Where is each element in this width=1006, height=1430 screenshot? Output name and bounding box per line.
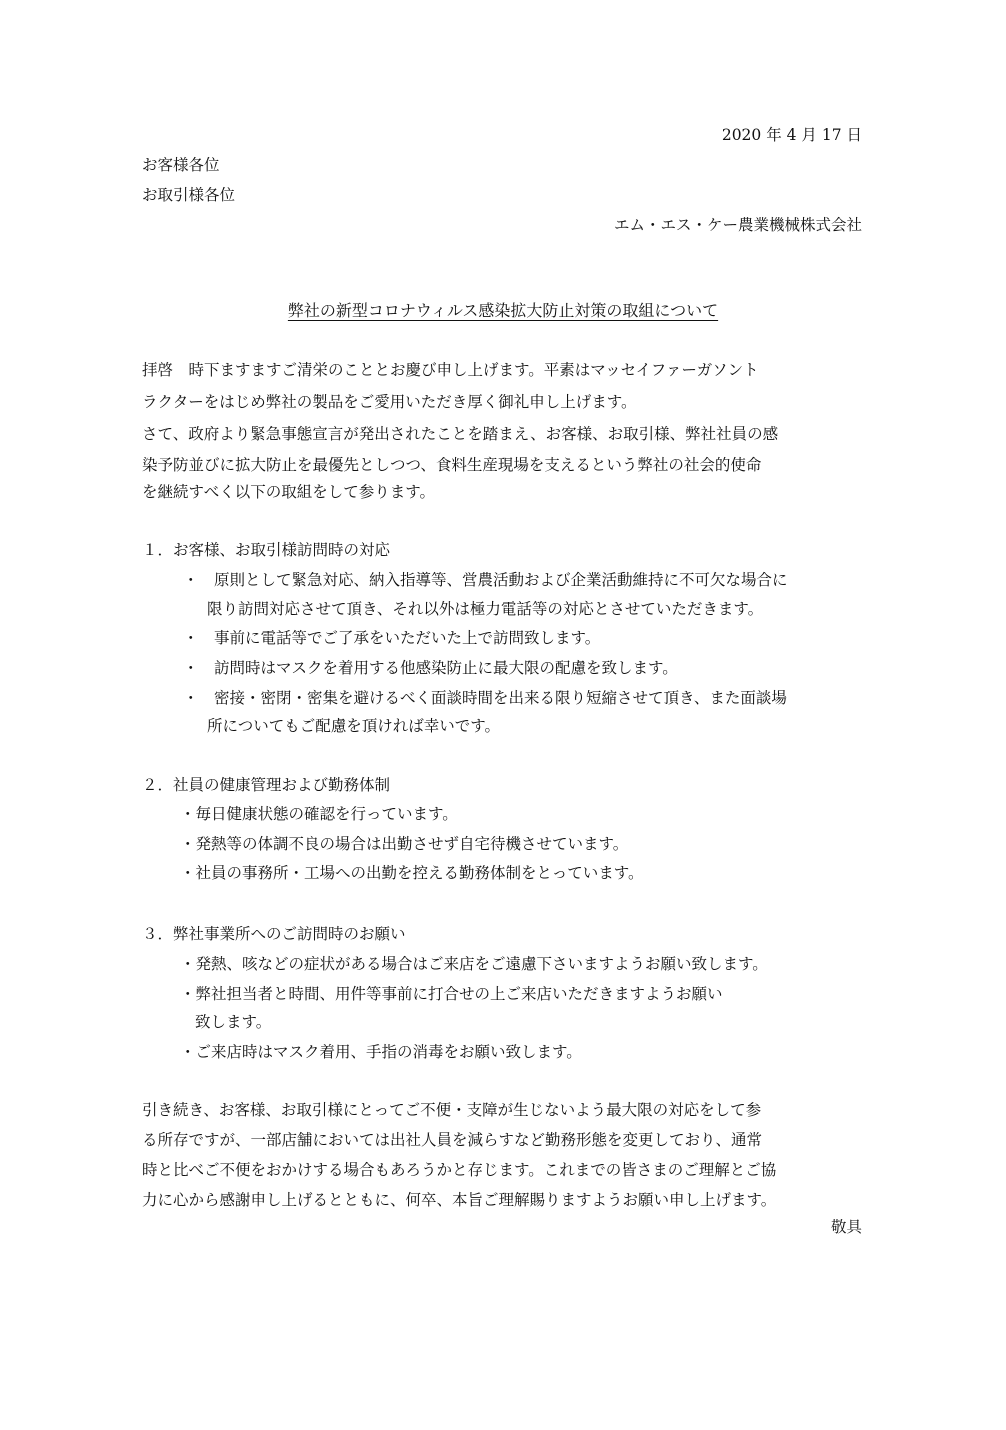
document-date: 2020 年 4 月 17 日 <box>721 126 862 144</box>
section-item-continued: 所についてもご配慮を頂ければ幸いです。 <box>207 717 500 735</box>
section-item: ・ 訪問時はマスクを着用する他感染防止に最大限の配慮を致します。 <box>183 659 678 677</box>
section-heading: １．お客様、お取引様訪問時の対応 <box>142 541 391 559</box>
intro-line: 染予防並びに拡大防止を最優先としつつ、食料生産現場を支えるという弊社の社会的使命 <box>142 456 762 474</box>
signoff: 敬具 <box>830 1218 862 1236</box>
section-item: ・ 密接・密閉・密集を避けるべく面談時間を出来る限り短縮させて頂き、また面談場 <box>183 689 787 707</box>
section-item: ・発熱等の体調不良の場合は出勤させず自宅待機させています。 <box>180 835 629 853</box>
section-item: ・発熱、咳などの症状がある場合はご来店をご遠慮下さいますようお願い致します。 <box>180 955 768 973</box>
company-name: エム・エス・ケー農業機械株式会社 <box>613 216 862 234</box>
section-item: ・毎日健康状態の確認を行っています。 <box>180 805 458 823</box>
recipient-customers: お客様各位 <box>142 156 220 174</box>
intro-line: 拝啓 時下ますますご清栄のこととお慶び申し上げます。平素はマッセイファーガソント <box>142 361 759 379</box>
recipient-partners: お取引様各位 <box>142 186 236 204</box>
closing-line: 引き続き、お客様、お取引様にとってご不便・支障が生じないよう最大限の対応をして参 <box>142 1101 762 1119</box>
section-item-continued: 限り訪問対応させて頂き、それ以外は極力電話等の対応とさせていただきます。 <box>207 600 764 618</box>
section-heading: ３．弊社事業所へのご訪問時のお願い <box>142 925 406 943</box>
section-item-continued: 致します。 <box>195 1013 272 1031</box>
section-item: ・ご来店時はマスク着用、手指の消毒をお願い致します。 <box>180 1043 582 1061</box>
section-item: ・ 事前に電話等でご了承をいただいた上で訪問致します。 <box>183 629 601 647</box>
document-title: 弊社の新型コロナウィルス感染拡大防止対策の取組について <box>287 301 719 320</box>
intro-line: を継続すべく以下の取組をして参ります。 <box>142 483 435 501</box>
closing-line: 力に心から感謝申し上げるとともに、何卒、本旨ご理解賜りますようお願い申し上げます。 <box>142 1191 777 1209</box>
intro-line: ラクターをはじめ弊社の製品をご愛用いただき厚く御礼申し上げます。 <box>142 393 637 411</box>
section-item: ・ 原則として緊急対応、納入指導等、営農活動および企業活動維持に不可欠な場合に <box>183 571 788 589</box>
intro-line: さて、政府より緊急事態宣言が発出されたことを踏まえ、お客様、お取引様、弊社社員の感 <box>142 425 779 443</box>
section-item: ・弊社担当者と時間、用件等事前に打合せの上ご来店いただきますようお願い <box>180 985 723 1003</box>
section-item: ・社員の事務所・工場への出勤を控える勤務体制をとっています。 <box>180 864 644 882</box>
section-heading: ２．社員の健康管理および勤務体制 <box>142 776 391 794</box>
closing-line: 時と比べご不便をおかけする場合もあろうかと存じます。これまでの皆さまのご理解とご協 <box>142 1161 777 1179</box>
closing-line: る所存ですが、一部店舗においては出社人員を減らすなど勤務形態を変更しており、通常 <box>142 1131 763 1149</box>
